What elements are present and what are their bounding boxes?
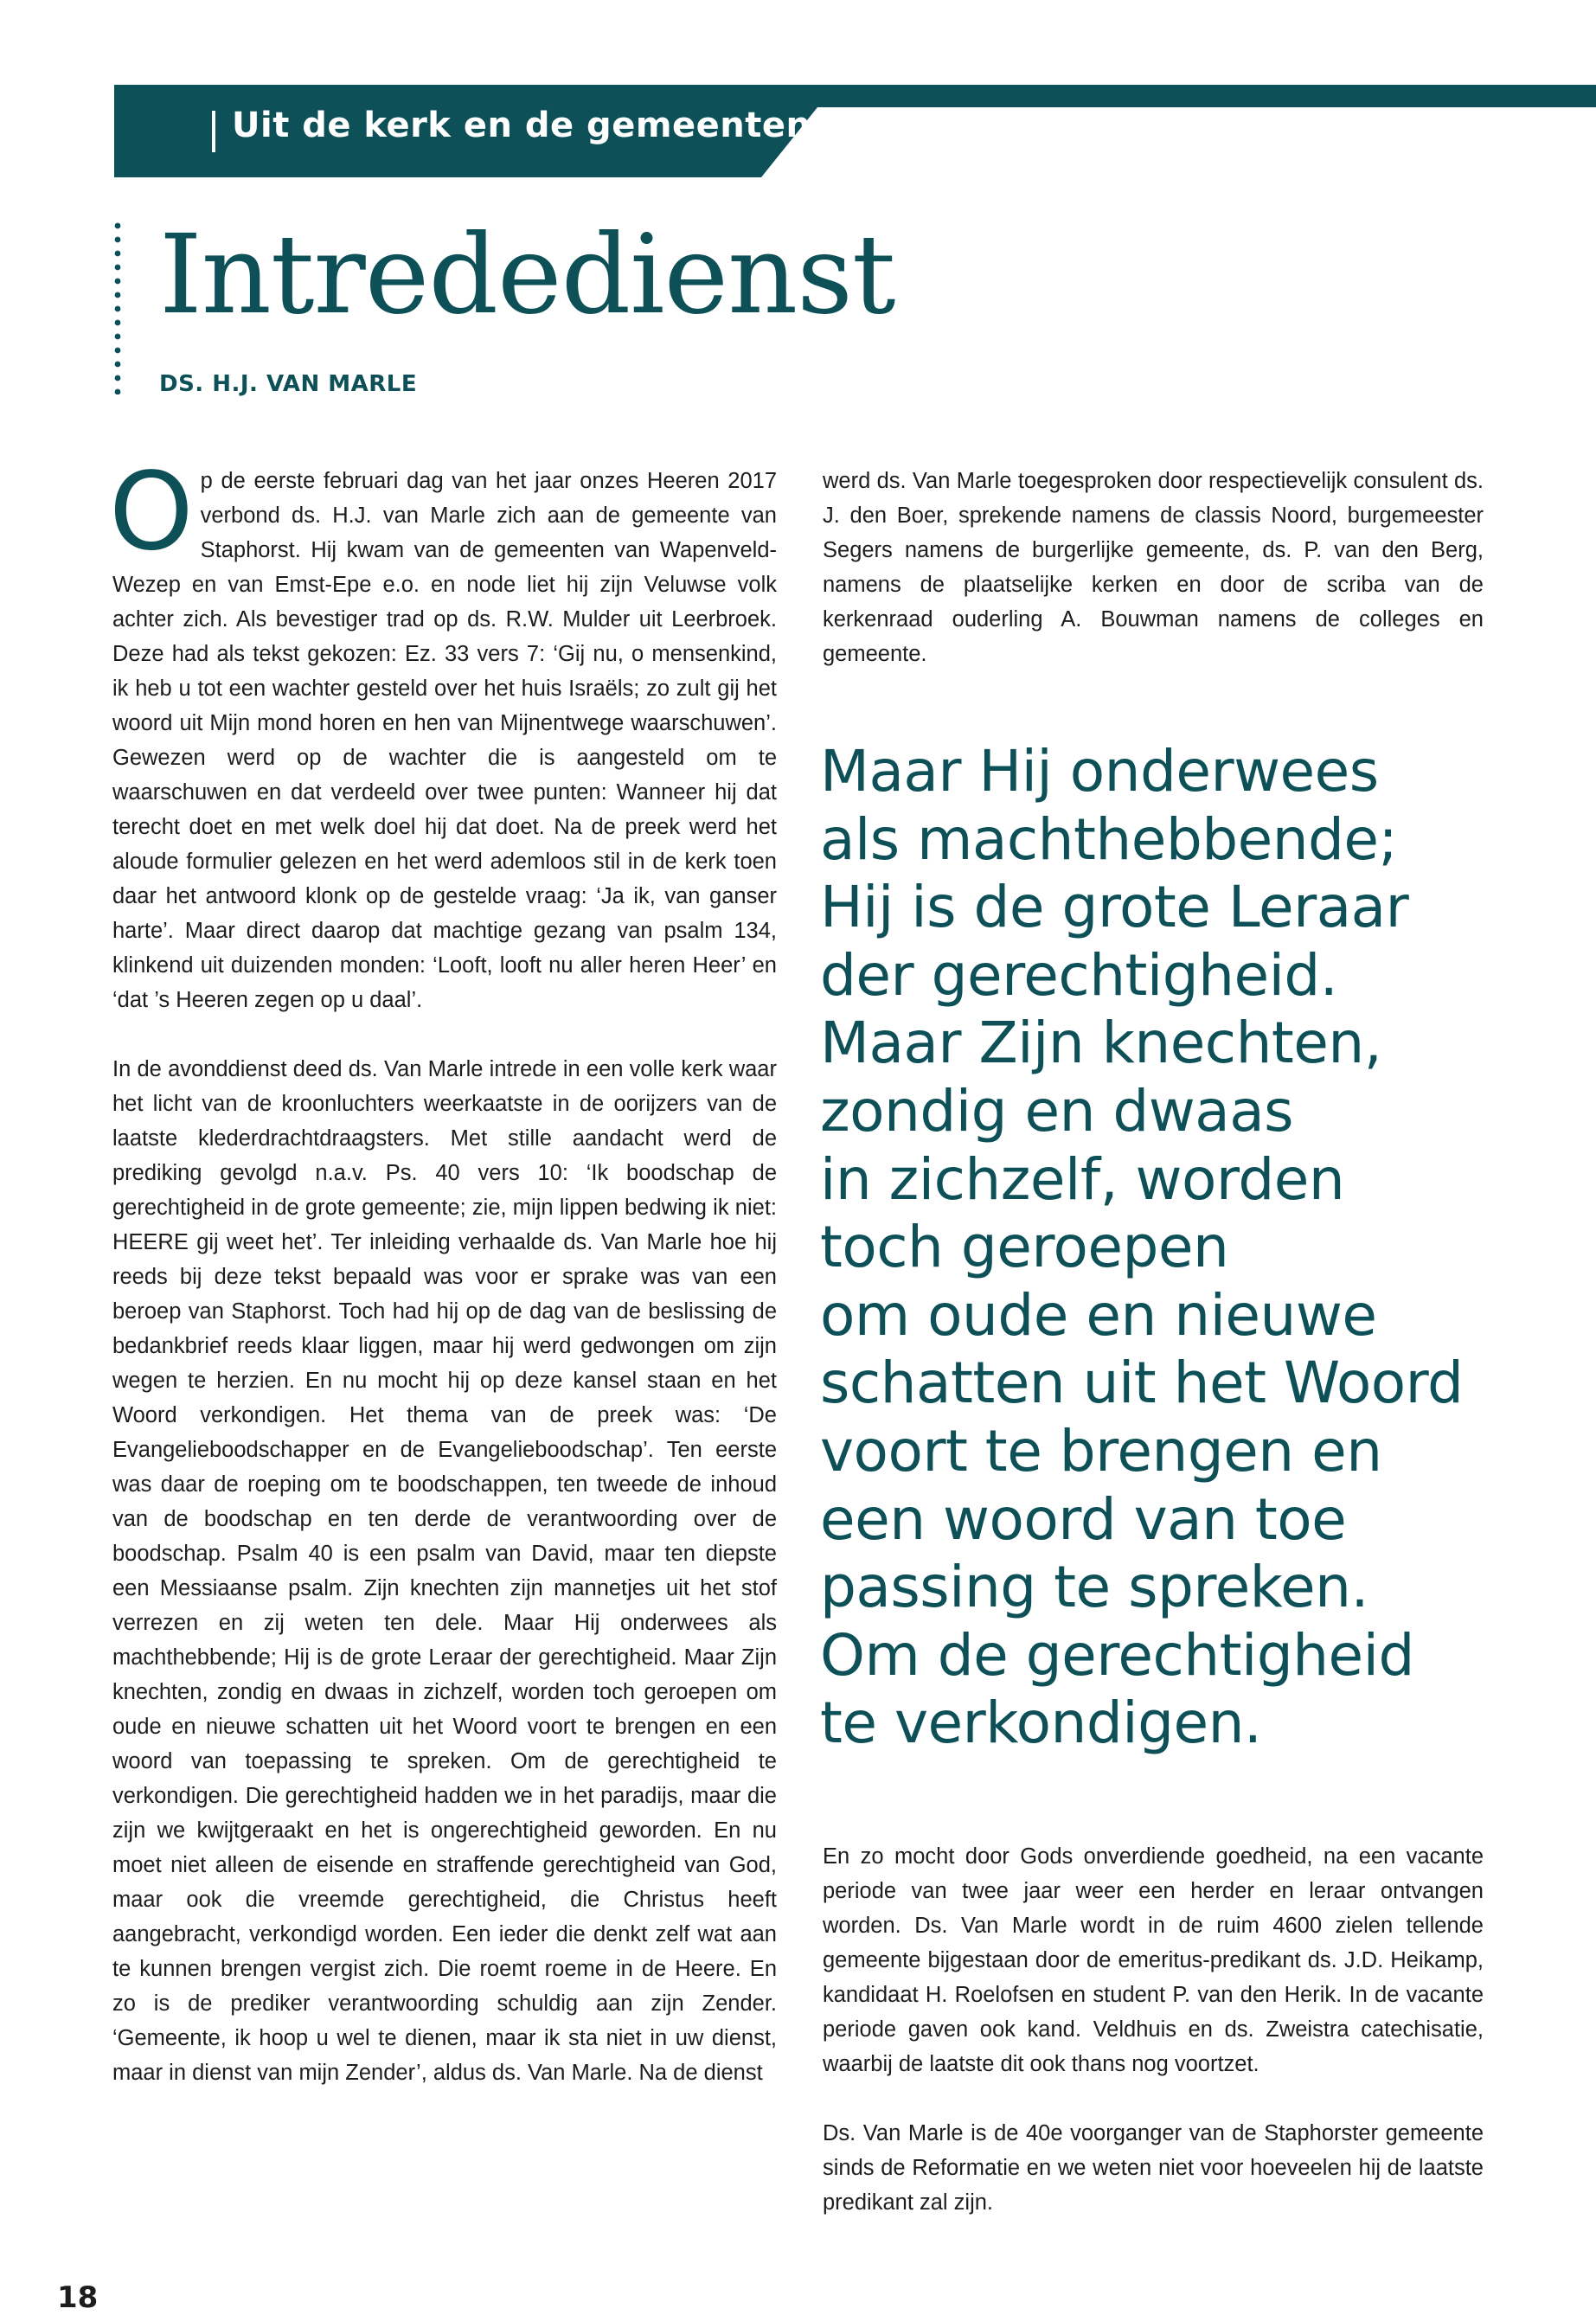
intro-text: p de eerste februari dag van het jaar onzes Heeren 2017 verbond ds. H.J. van Marle zich aan de gemeente van Staphorst. Hij kwam van de gemeenten van Wapenveld-Wezep en van Emst-Epe e.o. en node liet hij zijn Veluwse volk achter zich. Als bevestiger trad op ds. R.W. Mulder uit Leerbroek. Deze had als tekst gekozen: Ez. 33 vers 7: ‘Gij nu, o mensenkind, ik heb u tot een wachter gesteld over het huis Israëls; zo zult gij het woord uit Mijn mond horen en hen van Mijnentwege waarschuwen’. Gewezen werd op de wachter die is aangesteld om te waarschuwen en dat verdeeld over twee punten: Wanneer hij dat terecht doet en met welk doel hij dat doet. Na de preek werd het aloude formulier gelezen en het werd ademloos stil in de kerk toen daar het antwoord klonk op de gestelde vraag: ‘Ja ik, van ganser harte’. Maar direct daarop dat machtige gezang van psalm 134, klinkend uit duizenden monden: ‘Looft, looft nu aller heren Heer’ en ‘dat ’s Heeren zegen op u daal’. [112,469,777,1012]
article-paragraph-intro [109,450,777,1017]
title-dotted-rule [112,221,123,394]
article-column-left [109,450,777,2090]
pull-quote: Maar Hij onderwees als machthebbende; Hij is de grote Leraar der gerechtigheid. Maar Zijn knechten, zondig en dwaas in zichzelf, worden toch geroepen om oude en nieuwe schatten uit het Woord voort te brengen en een woord van toe passing te spreken. Om de gerechtigheid te verkondigen. [820,738,1464,1757]
header-separator [212,111,215,152]
drop-cap: O [109,450,194,574]
header-band-shape [0,0,1596,177]
article-author: DS. H.J. VAN MARLE [159,371,418,397]
article-title: Intrededienst [159,211,895,338]
article-column-right-bottom [823,1839,1484,2220]
article-paragraph: En zo mocht door Gods onverdiende goedheid, na een vacante periode van twee jaar weer een herder en leraar ontvangen worden. Ds. Van Marle wordt in de ruim 4600 zielen tellende gemeente bijgestaan door de emeritus-predikant ds. J.D. Heikamp, kandidaat H. Roelofsen en student P. van den Herik. In de vacante periode gaven ook kand. Veldhuis en ds. Zweistra catechisatie, waarbij de laatste dit ook thans nog voortzet. [823,1844,1484,2076]
article-paragraph: In de avonddienst deed ds. Van Marle intrede in een volle kerk waar het licht van de kroonluchters weerkaatste in de oorijzers van de laatste klederdrachtdraagsters. Met stille aandacht werd de prediking gevolgd n.a.v. Ps. 40 vers 10: ‘Ik boodschap de gerechtigheid in de grote gemeente; zie, mijn lippen bedwing ik niet: HEERE gij weet het’. Ter inleiding verhaalde ds. Van Marle hoe hij reeds bij deze tekst bepaald was voor er sprake was van een beroep van Staphorst. Toch had hij op de dag van de beslissing de bedankbrief reeds klaar liggen, maar hij werd gedwongen om zijn wegen te herzien. En nu mocht hij op deze kansel staan en het Woord verkondigen. Het thema van de preek was: ‘De Evangelieboodschapper en de Evangelieboodschap’. Ten eerste was daar de roeping om te boodschappen, ten tweede de inhoud van de boodschap en ten derde de verantwoording over de boodschap. Psalm 40 is een psalm van David, maar ten diepste een Messiaanse psalm. Zijn knechten zijn mannetjes uit het stof verrezen en zij weten ten dele. Maar Hij onderwees als machthebbende; Hij is de grote Leraar der gerechtigheid. Maar Zijn knechten, zondig en dwaas in zichzelf, worden toch geroepen om oude en nieuwe schatten uit het Woord voort te brengen en een woord van toepassing te spreken. Om de gerechtigheid te verkondigen. Die gerechtigheid hadden we in het paradijs, maar die zijn we kwijtgeraakt en het is ongerechtigheid geworden. En nu moet niet alleen de eisende en straffende gerechtigheid van God, maar ook die vreemde gerechtigheid, die Christus heeft aangebracht, verkondigd worden. Een ieder die denkt zelf wat aan te kunnen brengen vergist zich. Die roemt roeme in de Heere. En zo is de prediker verantwoording schuldig aan zijn Zender. ‘Gemeente, ik hoop u wel te dienen, maar ik sta niet in uw dienst, maar in dienst van mijn Zender’, aldus ds. Van Marle. Na de dienst [112,1057,777,2085]
section-title: Uit de kerk en de gemeenten [232,106,811,145]
article-paragraph: Ds. Van Marle is de 40e voorganger van de Staphorster gemeente sinds de Reformatie en we weten niet voor hoeveelen hij de laatste predikant zal zijn. [823,2121,1484,2215]
page-number: 18 [57,2280,99,2315]
article-paragraph: werd ds. Van Marle toegesproken door respectievelijk consulent ds. J. den Boer, sprekende namens de classis Noord, burgemeester Segers namens de burgerlijke gemeente, ds. P. van den Berg, namens de plaatselijke kerken en door de scriba van de kerkenraad ouderling A. Bouwman namens de colleges en gemeente. [823,469,1484,666]
section-header-band [0,0,1596,177]
article-column-right-top [823,464,1484,671]
speech-bubbles-icon [0,0,76,61]
